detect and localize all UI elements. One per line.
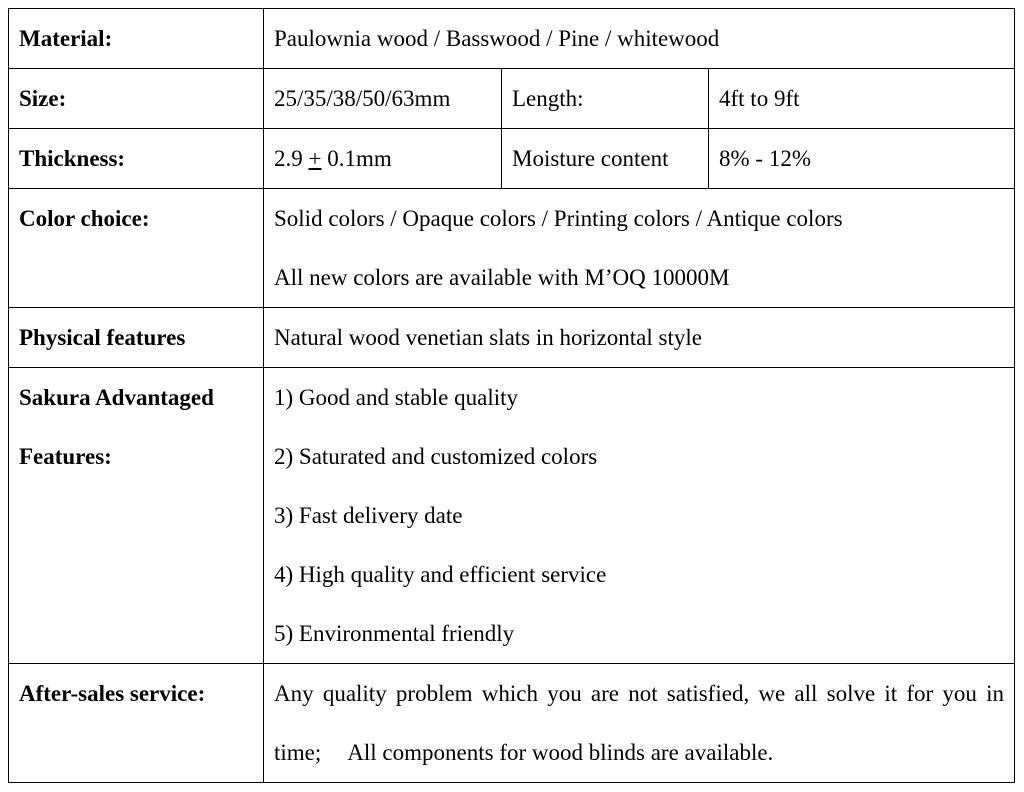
row-color-choice	[9, 189, 1015, 308]
color-choice-value	[264, 189, 1015, 308]
size-label: Size:	[9, 69, 264, 129]
color-choice-label: Color choice:	[9, 189, 264, 308]
thickness-base: 2.9	[274, 146, 309, 171]
row-thickness	[9, 129, 1015, 189]
after-sales-text: Any quality problem which you are not satisfied, we all solve it for you in time;	[274, 681, 1005, 765]
row-size	[9, 69, 1015, 129]
row-material	[9, 9, 1015, 69]
after-sales-components: All components for wood blinds are available.	[347, 740, 774, 765]
plus-minus-symbol: +	[308, 146, 322, 171]
thickness-value	[264, 129, 502, 189]
list-item: 4) High quality and efficient service	[274, 562, 607, 587]
advantaged-features-list	[264, 368, 1015, 664]
material-label: Material:	[9, 9, 264, 69]
color-choice-line: Solid colors / Opaque colors / Printing colors / Antique colors	[274, 206, 843, 231]
color-choice-line: All new colors are available with M’OQ 10000M	[274, 265, 730, 290]
physical-features-label: Physical features	[9, 308, 264, 368]
length-value: 4ft to 9ft	[709, 69, 1015, 129]
row-physical-features	[9, 308, 1015, 368]
spec-table	[8, 8, 1015, 783]
size-value: 25/35/38/50/63mm	[264, 69, 502, 129]
advantaged-label-line: Sakura Advantaged	[19, 385, 214, 410]
list-item: 3) Fast delivery date	[274, 503, 463, 528]
list-item: 5) Environmental friendly	[274, 621, 515, 646]
thickness-label: Thickness:	[9, 129, 264, 189]
row-advantaged-features	[9, 368, 1015, 664]
length-label: Length:	[502, 69, 709, 129]
thickness-tolerance: 0.1mm	[321, 146, 392, 171]
after-sales-value	[264, 664, 1015, 783]
advantaged-label-line: Features:	[19, 444, 112, 469]
physical-features-value: Natural wood venetian slats in horizontal style	[264, 308, 1015, 368]
row-after-sales	[9, 664, 1015, 783]
moisture-value: 8% - 12%	[709, 129, 1015, 189]
list-item: 1) Good and stable quality	[274, 385, 519, 410]
advantaged-features-label	[9, 368, 264, 664]
list-item: 2) Saturated and customized colors	[274, 444, 598, 469]
material-value: Paulownia wood / Basswood / Pine / whitewood	[264, 9, 1015, 69]
after-sales-label: After-sales service:	[9, 664, 264, 783]
moisture-label: Moisture content	[502, 129, 709, 189]
